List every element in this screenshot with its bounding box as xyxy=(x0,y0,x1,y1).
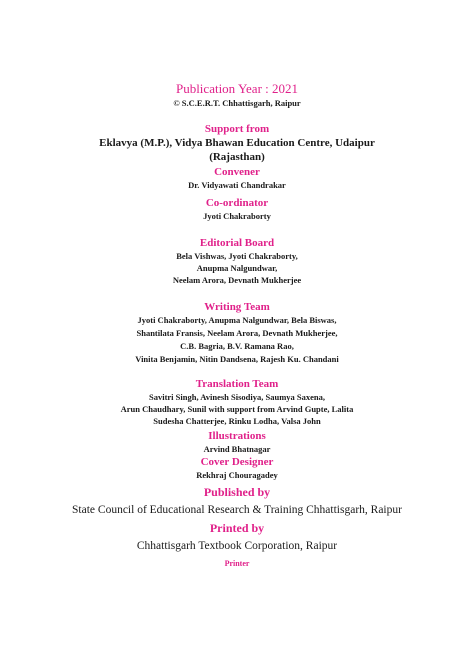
support-heading: Support from xyxy=(204,123,270,135)
copyright-line: © S.C.E.R.T. Chhattisgarh, Raipur xyxy=(173,98,301,108)
coordinator-name: Jyoti Chakraborty xyxy=(203,211,271,221)
writing-team-heading: Writing Team xyxy=(204,301,270,313)
support-section xyxy=(0,122,474,164)
translation-team-line-3: Sudesha Chatterjee, Rinku Lodha, Valsa John xyxy=(153,416,321,426)
illustrator-name: Arvind Bhatnagar xyxy=(203,444,271,454)
translation-team-section xyxy=(0,377,474,427)
writing-team-line-4: Vinita Benjamin, Nitin Dandsena, Rajesh Ku. Chandani xyxy=(135,354,339,364)
publication-year: Publication Year : 2021 xyxy=(175,81,299,96)
writing-team-line-2: Shantilata Fransis, Neelam Arora, Devnath Mukherjee, xyxy=(136,328,338,338)
printed-by-heading: Printed by xyxy=(209,521,265,535)
convener-name: Dr. Vidyawati Chandrakar xyxy=(188,180,286,190)
writing-team-line-1: Jyoti Chakraborty, Anupma Nalgundwar, Bela Biswas, xyxy=(137,315,337,325)
publisher-name: State Council of Educational Research & Training Chhattisgarh, Raipur xyxy=(72,504,402,516)
editorial-board-section xyxy=(0,236,474,286)
coordinator-section xyxy=(0,196,474,222)
illustrations-heading: Illustrations xyxy=(208,430,266,442)
translation-team-line-2: Arun Chaudhary, Sunil with support from Arvind Gupte, Lalita xyxy=(120,404,354,414)
convener-heading: Convener xyxy=(214,166,260,178)
writing-team-section xyxy=(0,300,474,366)
support-line-2: (Rajasthan) xyxy=(209,151,265,163)
published-by-section xyxy=(0,484,474,520)
translation-team-line-1: Savitri Singh, Avinesh Sisodiya, Saumya Saxena, xyxy=(148,392,326,402)
coordinator-heading: Co-ordinator xyxy=(205,197,269,209)
translation-team-heading: Translation Team xyxy=(195,378,279,390)
published-by-heading: Published by xyxy=(203,485,271,499)
editorial-board-line-3: Neelam Arora, Devnath Mukherjee xyxy=(172,275,302,285)
editorial-board-line-1: Bela Vishwas, Jyoti Chakraborty, xyxy=(176,251,298,261)
convener-section xyxy=(0,165,474,191)
cover-designer-name: Rekhraj Chouragadey xyxy=(196,470,278,480)
printed-by-section xyxy=(0,520,474,570)
illustrations-section xyxy=(0,429,474,455)
cover-designer-section xyxy=(0,455,474,481)
editorial-board-heading: Editorial Board xyxy=(199,237,275,249)
cover-designer-heading: Cover Designer xyxy=(200,456,274,468)
printer-label: Printer xyxy=(224,559,250,568)
editorial-board-line-2: Anupma Nalgundwar, xyxy=(196,263,278,273)
writing-team-line-3: C.B. Bagria, B.V. Ramana Rao, xyxy=(180,341,294,351)
support-line-1: Eklavya (M.P.), Vidya Bhawan Education Centre, Udaipur xyxy=(99,137,375,149)
printer-corporation: Chhattisgarh Textbook Corporation, Raipur xyxy=(136,540,338,552)
publication-section xyxy=(0,80,474,109)
